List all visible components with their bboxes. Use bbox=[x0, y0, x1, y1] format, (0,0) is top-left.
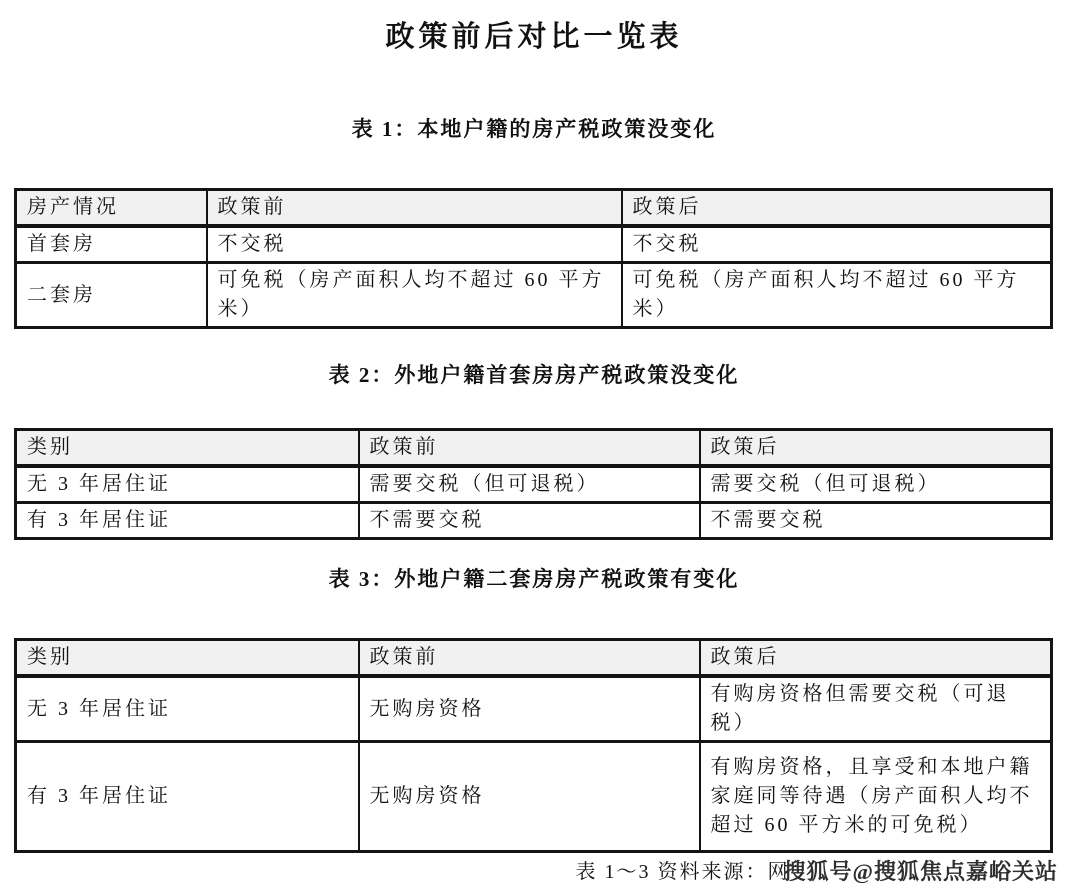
table2-cell: 有 3 年居住证 bbox=[16, 503, 359, 539]
table1-caption: 表 1：本地户籍的房产税政策没变化 bbox=[351, 117, 717, 141]
table2-cell: 不需要交税 bbox=[359, 503, 700, 539]
source-label: 表 1～3 资料来源：网 bbox=[575, 861, 790, 883]
table-row bbox=[16, 742, 1052, 852]
table2-header-cell: 政策后 bbox=[700, 430, 1052, 467]
table2-nonlocal-first-home bbox=[14, 428, 1053, 540]
table-row bbox=[16, 676, 1052, 742]
table3-cell: 有购房资格，且享受和本地户籍家庭同等待遇（房产面积人均不超过 60 平方米的可免税） bbox=[700, 742, 1052, 852]
table2-header-cell: 政策前 bbox=[359, 430, 700, 467]
table3-nonlocal-second-home bbox=[14, 638, 1053, 853]
table2-cell: 需要交税（但可退税） bbox=[359, 466, 700, 503]
table3-header-row bbox=[16, 640, 1052, 677]
table1-cell: 可免税（房产面积人均不超过 60 平方米） bbox=[622, 263, 1052, 328]
table-row bbox=[16, 503, 1052, 539]
table-row bbox=[16, 263, 1052, 328]
table2-cell: 需要交税（但可退税） bbox=[700, 466, 1052, 503]
table3-cell: 无购房资格 bbox=[359, 742, 700, 852]
table3-header-cell: 政策后 bbox=[700, 640, 1052, 677]
table3-header-cell: 政策前 bbox=[359, 640, 700, 677]
table1-cell: 首套房 bbox=[16, 226, 207, 263]
table1-header-row bbox=[16, 190, 1052, 227]
table1-cell: 不交税 bbox=[622, 226, 1052, 263]
table3-cell: 无 3 年居住证 bbox=[16, 676, 359, 742]
table1-local-residents bbox=[14, 188, 1053, 329]
table-row bbox=[16, 226, 1052, 263]
table3-cell: 无购房资格 bbox=[359, 676, 700, 742]
table2-caption: 表 2：外地户籍首套房房产税政策没变化 bbox=[328, 363, 740, 387]
table1-header-cell: 政策后 bbox=[622, 190, 1052, 227]
table1-cell: 可免税（房产面积人均不超过 60 平方米） bbox=[207, 263, 622, 328]
sohu-watermark: 搜狐号@搜狐焦点嘉峪关站 bbox=[783, 859, 1058, 884]
table3-header-cell: 类别 bbox=[16, 640, 359, 677]
table2-header-row bbox=[16, 430, 1052, 467]
source-line bbox=[576, 854, 1058, 885]
table3-caption: 表 3：外地户籍二套房房产税政策有变化 bbox=[328, 567, 740, 591]
table2-cell: 无 3 年居住证 bbox=[16, 466, 359, 503]
table2-header-cell: 类别 bbox=[16, 430, 359, 467]
table1-header-cell: 房产情况 bbox=[16, 190, 207, 227]
table-row bbox=[16, 466, 1052, 503]
table1-cell: 不交税 bbox=[207, 226, 622, 263]
table1-header-cell: 政策前 bbox=[207, 190, 622, 227]
table1-cell: 二套房 bbox=[16, 263, 207, 328]
table3-cell: 有 3 年居住证 bbox=[16, 742, 359, 852]
page-title: 政策前后对比一览表 bbox=[385, 21, 683, 53]
table2-cell: 不需要交税 bbox=[700, 503, 1052, 539]
table3-cell: 有购房资格但需要交税（可退税） bbox=[700, 676, 1052, 742]
